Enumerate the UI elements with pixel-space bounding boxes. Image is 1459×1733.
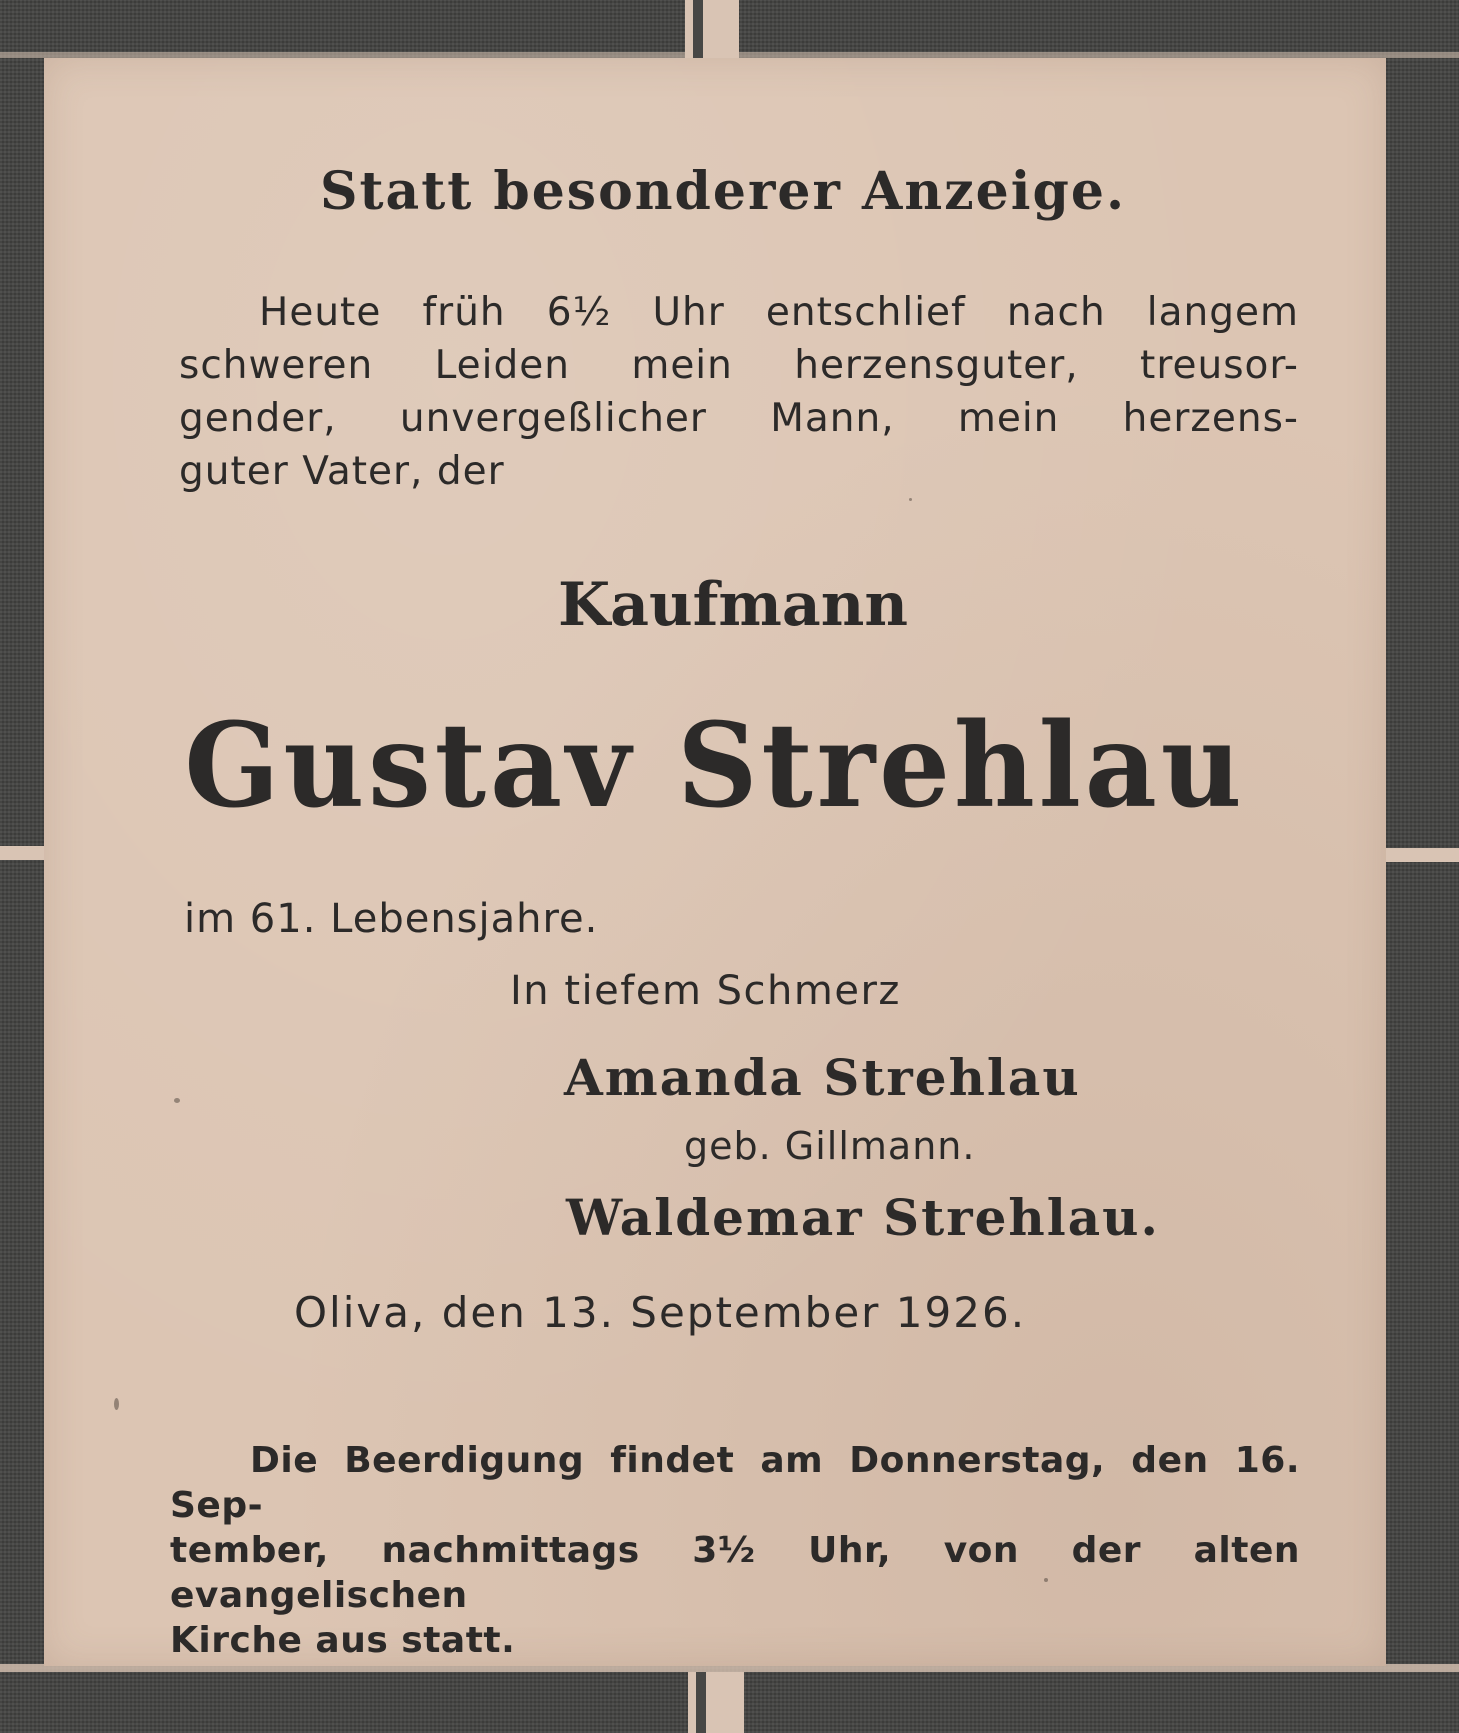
intro-line: Heute früh 6½ Uhr entschlief nach langem [259,290,1299,335]
survivor-name: Amanda Strehlau [564,1048,1081,1107]
notice-heading: Statt besonderer Anzeige. [319,161,1127,222]
border-seam [685,0,739,60]
obituary-notice [44,58,1386,1666]
border-seam [0,846,50,860]
funeral-paragraph [170,1438,1300,1663]
paper-speck [114,1398,119,1410]
paper-speck [174,1098,180,1103]
maiden-name: geb. Gillmann. [684,1124,976,1168]
intro-line: guter Vater, der [179,449,505,494]
funeral-line: Die Beerdigung findet am Donnerstag, den 16. Sep- [170,1440,1300,1526]
intro-line: gender, unvergeßlicher Mann, mein herzens- [179,396,1299,441]
intro-line: schweren Leiden mein herzensguter, treusor- [179,343,1299,388]
paper-speck [1044,1578,1048,1582]
deceased-title: Kaufmann [557,570,909,640]
paper-speck [909,498,912,501]
age-line: im 61. Lebensjahre. [184,896,599,942]
border-seam [688,1672,744,1733]
survivor-name: Waldemar Strehlau. [566,1188,1160,1247]
border-seam [1385,848,1459,862]
dateline: Oliva, den 13. September 1926. [294,1288,1027,1337]
grief-line: In tiefem Schmerz [510,968,901,1014]
intro-paragraph [179,286,1299,498]
deceased-name: Gustav Strehlau [184,698,1246,834]
funeral-line: tember, nachmittags 3½ Uhr, von der alten evangelischen [170,1530,1300,1616]
funeral-line: Kirche aus statt. [170,1620,516,1661]
